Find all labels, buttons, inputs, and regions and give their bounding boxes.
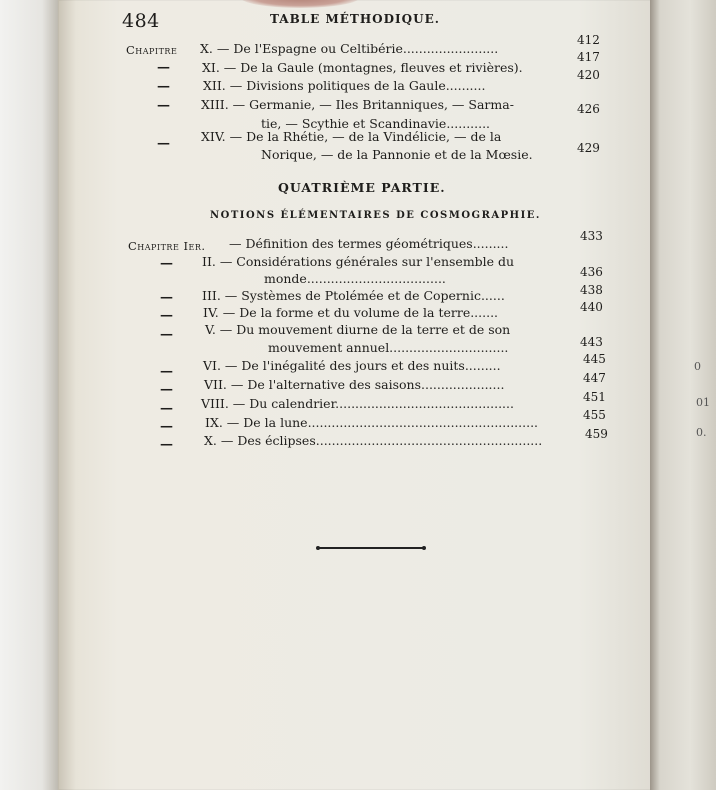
end-rule <box>318 547 424 549</box>
chapter-prefix: Chapitre Ier. <box>128 239 206 253</box>
entry-dash: — <box>160 437 173 452</box>
entry-page: 459 <box>585 427 608 441</box>
entry-continuation: mouvement annuel.............................. <box>268 340 509 355</box>
entry-dash: — <box>160 308 173 323</box>
entry-title: XII. — Divisions politiques de la Gaule.......... <box>203 78 486 93</box>
entry-dash: — <box>157 136 170 151</box>
entry-dash: — <box>160 419 173 434</box>
entry-title: VII. — De l'alternative des saisons..................... <box>204 377 505 392</box>
entry-page: 436 <box>580 265 603 279</box>
entry-page: 438 <box>580 283 603 297</box>
entry-dash: — <box>160 290 173 305</box>
entry-dash: — <box>160 364 173 379</box>
entry-page: 426 <box>577 102 600 116</box>
entry-page: 455 <box>583 408 606 422</box>
edge-mark: 01 <box>696 396 710 409</box>
entry-dash: — <box>160 401 173 416</box>
entry-page: 412 <box>577 33 600 47</box>
chapter-prefix: Chapitre <box>126 43 178 57</box>
entry-continuation: tie, — Scythie et Scandinavie........... <box>261 116 491 131</box>
entry-dash: — <box>157 79 170 94</box>
entry-dash: — <box>160 327 173 342</box>
entry-title: IV. — De la forme et du volume de la terre....... <box>203 305 499 320</box>
entry-title: X. — De l'Espagne ou Celtibérie........................ <box>200 41 499 56</box>
entry-dash: — <box>157 98 170 113</box>
edge-mark: 0. <box>696 426 707 439</box>
part-subtitle: NOTIONS ÉLÉMENTAIRES DE COSMOGRAPHIE. <box>210 210 541 221</box>
entry-dash: — <box>160 382 173 397</box>
entry-title: VIII. — Du calendrier............................................. <box>201 396 514 411</box>
entry-title: — Définition des termes géométriques......... <box>229 236 509 251</box>
entry-title: XIV. — De la Rhétie, — de la Vindélicie, — de la <box>201 129 502 144</box>
entry-page: 447 <box>583 371 606 385</box>
background-left <box>0 0 60 790</box>
entry-continuation: Norique, — de la Pannonie et de la Mœsie. <box>261 147 533 162</box>
entry-title: IX. — De la lune.......................................................... <box>205 415 539 430</box>
entry-title: XIII. — Germanie, — Iles Britanniques, — Sarma- <box>201 97 514 112</box>
entry-title: XI. — De la Gaule (montagnes, fleuves et rivières). <box>202 60 523 75</box>
entry-page: 429 <box>577 141 600 155</box>
entry-page: 451 <box>583 390 606 404</box>
entry-title: V. — Du mouvement diurne de la terre et de son <box>205 322 511 337</box>
page-number: 484 <box>122 10 160 32</box>
entry-page: 440 <box>580 300 603 314</box>
entry-page: 443 <box>580 335 603 349</box>
entry-title: X. — Des éclipses......................................................... <box>204 433 543 448</box>
entry-dash: — <box>160 256 173 271</box>
entry-dash: — <box>157 60 170 75</box>
entry-title: VI. — De l'inégalité des jours et des nuits......... <box>203 358 501 373</box>
edge-mark: 0 <box>694 360 701 373</box>
part-title: QUATRIÈME PARTIE. <box>278 180 446 195</box>
entry-title: II. — Considérations générales sur l'ensemble du <box>202 254 515 269</box>
entry-page: 420 <box>577 68 600 82</box>
page-header: TABLE MÉTHODIQUE. <box>270 12 440 26</box>
entry-page: 445 <box>583 352 606 366</box>
next-page-edge <box>650 0 716 790</box>
entry-page: 433 <box>580 229 603 243</box>
entry-page: 417 <box>577 50 600 64</box>
entry-continuation: monde................................... <box>264 271 446 286</box>
entry-title: III. — Systèmes de Ptolémée et de Copernic...... <box>202 288 505 303</box>
